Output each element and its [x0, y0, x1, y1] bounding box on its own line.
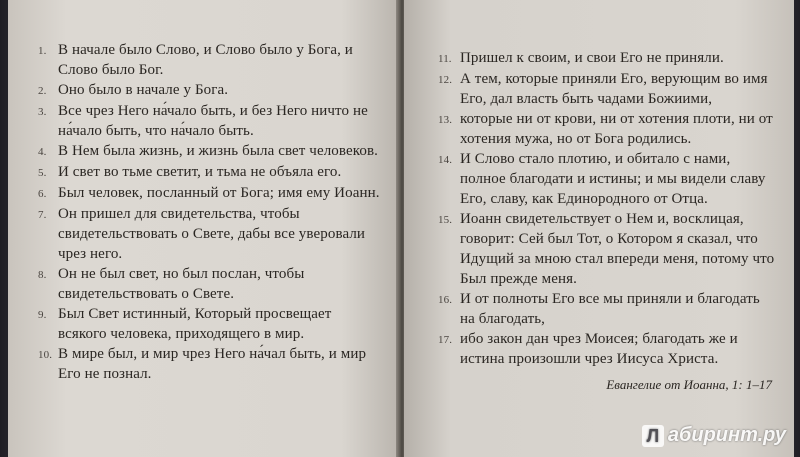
verse-text: Пришел к своим, и свои Его не приняли.	[460, 50, 724, 66]
left-page	[8, 0, 400, 457]
watermark	[642, 424, 786, 447]
verse-text: А тем, которые приняли Его, верующим во имя Его, дал власть быть чадами Божиими,	[460, 71, 768, 107]
verse-number: 16.	[438, 294, 453, 306]
verse	[38, 264, 380, 304]
verse-number: 14.	[438, 154, 453, 166]
verse-number: 5.	[38, 167, 47, 179]
watermark-badge: Л	[642, 425, 664, 447]
verse-number: 8.	[38, 269, 47, 281]
verse-text: В начале было Слово, и Слово было у Бога, и Слово было Бог.	[58, 42, 353, 78]
verse-number: 6.	[38, 188, 47, 200]
verse	[38, 304, 380, 344]
verse-number: 9.	[38, 309, 47, 321]
citation: Евангелие от Иоанна, 1: 1–17	[606, 377, 772, 392]
verse-text: ибо закон дан чрез Моисея; благодать же и истина произошли чрез Иисуса Христа.	[460, 331, 738, 367]
right-page	[404, 0, 794, 457]
verse-number: 17.	[438, 334, 453, 346]
verse	[38, 40, 380, 80]
verse	[38, 101, 380, 141]
verse	[438, 329, 776, 369]
watermark-text: абиринт.ру	[667, 424, 786, 446]
verse-text: В Нем была жизнь, и жизнь была свет человеков.	[58, 143, 379, 159]
verse-text: Оно было в начале у Бога.	[58, 82, 229, 98]
verse-text: Был человек, посланный от Бога; имя ему Иоанн.	[58, 185, 380, 201]
verse	[438, 109, 776, 149]
verse-number: 10.	[38, 349, 53, 361]
verse-text: Иоанн свидетельствует о Нем и, восклицая, говорит: Сей был Тот, о Котором я сказал, что Идущий за мною стал впереди меня, потому что Был прежде меня.	[460, 211, 775, 287]
verse-number: 7.	[38, 209, 47, 221]
verse-number: 1.	[38, 45, 47, 57]
verse	[38, 344, 380, 384]
verse-text: И Слово стало плотию, и обитало с нами, полное благодати и истины; и мы видели славу Его, славу, как Единородного от Отца.	[460, 151, 766, 207]
verse-text: Он не был свет, но был послан, чтобы свидетельствовать о Свете.	[58, 266, 305, 302]
verse	[38, 141, 380, 162]
verse-text: Он пришел для свидетельства, чтобы свидетельствовать о Свете, дабы все уверовали чрез него.	[58, 206, 366, 262]
verse-number: 13.	[438, 114, 453, 126]
verse	[438, 149, 776, 209]
verse	[38, 80, 380, 101]
verse	[38, 204, 380, 264]
verse	[438, 69, 776, 109]
verse-number: 3.	[38, 106, 47, 118]
verse-text: И от полноты Его все мы приняли и благодать на благодать,	[460, 291, 760, 327]
verse-text: Был Свет истинный, Который просвещает всякого человека, приходящего в мир.	[58, 306, 332, 342]
verse-text: В мире был, и мир чрез Него на́чал быть, и мир Его не познал.	[58, 346, 367, 382]
verse-text: которые ни от крови, ни от хотения плоти, ни от хотения мужа, но от Бога родились.	[460, 111, 773, 147]
left-verse-list	[38, 40, 380, 384]
verse-text: И свет во тьме светит, и тьма не объяла его.	[58, 164, 342, 180]
verse-number: 15.	[438, 214, 453, 226]
verse-number: 11.	[438, 53, 452, 65]
verse	[438, 209, 776, 289]
verse	[38, 162, 380, 183]
verse-number: 2.	[38, 85, 47, 97]
verse-number: 12.	[438, 74, 453, 86]
verse	[38, 183, 380, 204]
verse	[438, 48, 776, 69]
verse-text: Все чрез Него на́чало быть, и без Него ничто не на́чало быть, что на́чало быть.	[58, 103, 368, 139]
verse	[438, 289, 776, 329]
verse-number: 4.	[38, 146, 47, 158]
right-verse-list	[438, 48, 776, 369]
